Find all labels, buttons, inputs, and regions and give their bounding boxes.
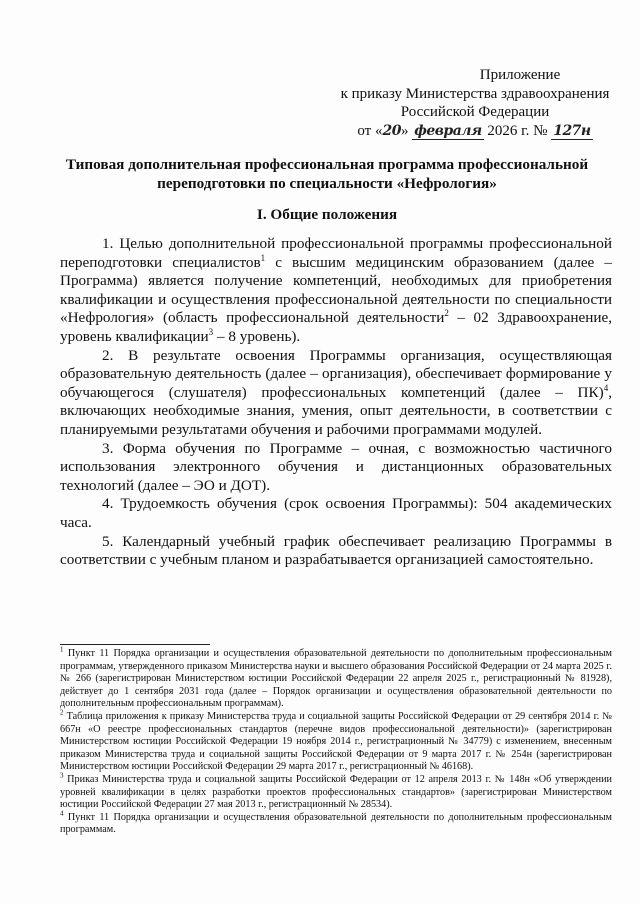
footnote-divider [60,644,210,645]
footnote-ref: 3 [208,326,214,337]
paragraph-2: 2. В результате освоения Программы организация, осуществляющая образовательную деятельность (далее – организация), обеспечивает формирование у обучающегося (слушателя) профессиональных компетенций (далее – ПК)$^4$, включающих необходимые знания, умения, опыт деятельности, в соответствии с планируемыми результатами обучения и рабочими программами модулей. [60,346,612,438]
appendix-date-line: от «20» февраля 2026 г. № 127н [357,122,591,139]
paragraph-3: 3. Форма обучения по Программе – очная, с возможностью частичного использования электронного обучения и дистанционных образовательных технологий (далее – ЭО и ДОТ). [60,439,612,494]
footnote-ref: 1 [260,252,266,263]
footnotes [60,645,612,837]
footnote-3: $^3$ Приказ Министерства труда и социальной защиты Российской Федерации от 12 апреля 2013 г. № 148н «Об утверждении уровней квалификации в целях разработки проектов профессиональных стандартов» (зарегистрирован Министерством юстиции Российской Федерации 27 мая 2013 г., регистрационный № 28534). [60,771,612,811]
paragraph-4: 4. Трудоемкость обучения (срок освоения Программы): 504 академических часа. [60,495,612,531]
footnote-ref: 4 [603,382,609,393]
document-body [60,235,612,570]
document-title: Типовая дополнительная профессиональная программа профессиональной переподготовки по специальности «Нефрология» [65,156,589,192]
appendix-order-ref: к приказу Министерства здравоохранения [340,85,610,102]
appendix-label: Приложение [479,67,561,83]
paragraph-1: 1. Целью дополнительной профессиональной программы профессиональной переподготовки специалистов$^1$ с высшим медицинским образованием (далее – Программа) является получение компетенций, необходимых для приобретения квалификации и осуществления профессиональной деятельности по специальности «Нефрология» (область профессиональной деятельности$^2$ – 02 Здравоохранение, уровень квалификации$^3$ – 8 уровень). [60,235,612,345]
paragraph-5: 5. Календарный учебный график обеспечивает реализацию Программы в соответствии с учебным планом и разрабатывается организацией самостоятельно. [60,532,612,569]
footnote-ref: 2 [444,308,449,319]
footnote-4: $^4$ Пункт 11 Порядка организации и осуществления образовательной деятельности по дополнительным профессиональным программам. [60,809,612,836]
appendix-header [310,66,640,140]
footnote-1: $^1$ Пункт 11 Порядка организации и осуществления образовательной деятельности по дополнительным профессиональным программам, утвержденного приказом Министерства науки и высшего образования Российской Федерации от 24 марта 2025 г. № 266 (зарегистрирован Министерством юстиции Российской Федерации 22 апреля 2025 г., регистрационный № 81928), действует до 1 сентября 2031 года (далее – Порядок организации и осуществления образовательной деятельности по дополнительным профессиональным программам). [60,645,612,710]
handwritten-order-number: 127н [553,122,591,139]
section-heading: I. Общие положения [256,206,398,223]
footnote-2: $^2$ Таблица приложения к приказу Министерства труда и социальной защиты Российской Федерации от 29 сентября 2014 г. № 667н «О реестре профессиональных стандартов (перечне видов профессиональной деятельности)» (зарегистрирован Министерством юстиции Российской Федерации 19 ноября 2014 г., регистрационный № 34779) с изменением, внесенным приказом Министерства труда и социальной защиты Российской Федерации от 9 марта 2017 г. № 254н (зарегистрирован Министерством юстиции Российской Федерации 29 марта 2017 г., регистрационный № 46168). [60,708,612,773]
handwritten-day: 20 [382,122,401,139]
appendix-country: Российской Федерации [400,104,550,120]
handwritten-month: февраля [414,122,482,139]
